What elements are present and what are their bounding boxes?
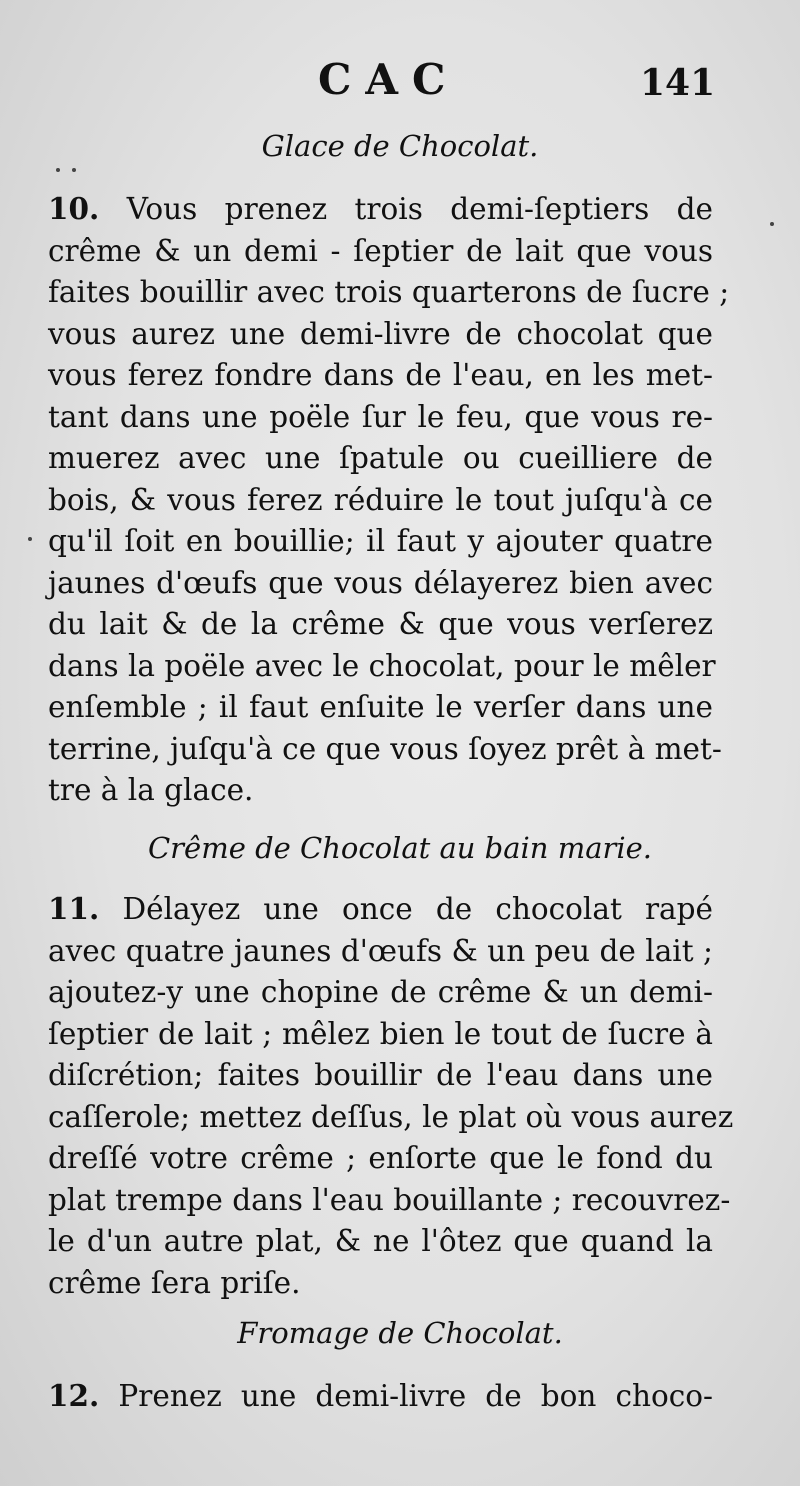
section-title-creme: Crême de Chocolat au bain marie. <box>147 831 653 865</box>
text-line: 11. Délayez une once de chocolat rapé <box>48 891 713 926</box>
text-line: caſſerole; mettez deſſus, le plat où vous aurez <box>48 1099 734 1134</box>
text-line: qu'il ſoit en bouillie; il faut y ajouter quatre <box>48 524 713 558</box>
text-line: terrine, juſqu'à ce que vous ſoyez prêt à met- <box>48 731 722 766</box>
text-line: du lait & de la crême & que vous verſerez <box>48 607 713 641</box>
text-line: crême & un demi - ſeptier de lait que vous <box>48 233 713 268</box>
text-line: 12. Prenez une demi-livre de bon choco- <box>48 1378 713 1413</box>
paragraph-number: 11. <box>48 891 100 926</box>
text-line: vous ferez fondre dans de l'eau, en les met- <box>48 358 713 392</box>
text-line: tant dans une poële ſur le feu, que vous re- <box>48 399 713 434</box>
paragraph-number: 12. <box>48 1378 100 1413</box>
text-line: diſcrétion; faites bouillir de l'eau dans une <box>48 1058 713 1092</box>
section-title-fromage: Fromage de Chocolat. <box>237 1316 563 1350</box>
print-mark <box>28 537 32 541</box>
paragraph-11 <box>48 888 734 1304</box>
text-line: ajoutez-y une chopine de crême & un demi- <box>48 975 713 1009</box>
text-line: tre à la glace. <box>48 773 254 807</box>
text-line: faites bouillir avec trois quarterons de ſucre ; <box>48 275 730 309</box>
paragraph-10 <box>48 188 730 812</box>
page-number: 141 <box>640 62 716 104</box>
text-line: plat trempe dans l'eau bouillante ; recouvrez- <box>48 1182 731 1217</box>
text-line: le d'un autre plat, & ne l'ôtez que quand la <box>48 1224 713 1258</box>
paragraph-number: 10. <box>48 191 100 226</box>
text-line: bois, & vous ferez réduire le tout juſqu'à ce <box>48 482 713 517</box>
text-line: crême ſera priſe. <box>48 1265 301 1300</box>
print-mark <box>770 222 774 226</box>
paragraph-12 <box>48 1375 713 1418</box>
text-line: dreſſé votre crême ; enſorte que le fond du <box>48 1141 713 1175</box>
print-mark <box>72 168 76 172</box>
text-line: vous aurez une demi-livre de chocolat que <box>48 316 713 351</box>
text-line: 10. Vous prenez trois demi-ſeptiers de <box>48 191 713 226</box>
page-header <box>0 55 800 115</box>
running-head: CAC <box>318 55 460 104</box>
text-line: avec quatre jaunes d'œufs & un peu de lait ; <box>48 933 713 968</box>
text-line: enſemble ; il faut enſuite le verſer dans une <box>48 690 713 724</box>
text-line: ſeptier de lait ; mêlez bien le tout de ſucre à <box>48 1016 713 1051</box>
text-line: muerez avec une ſpatule ou cueilliere de <box>48 441 713 475</box>
text-line: jaunes d'œufs que vous délayerez bien avec <box>48 565 713 600</box>
print-mark <box>56 168 60 172</box>
text-line: dans la poële avec le chocolat, pour le mêler <box>48 648 716 683</box>
section-title-glace: Glace de Chocolat. <box>261 129 539 163</box>
